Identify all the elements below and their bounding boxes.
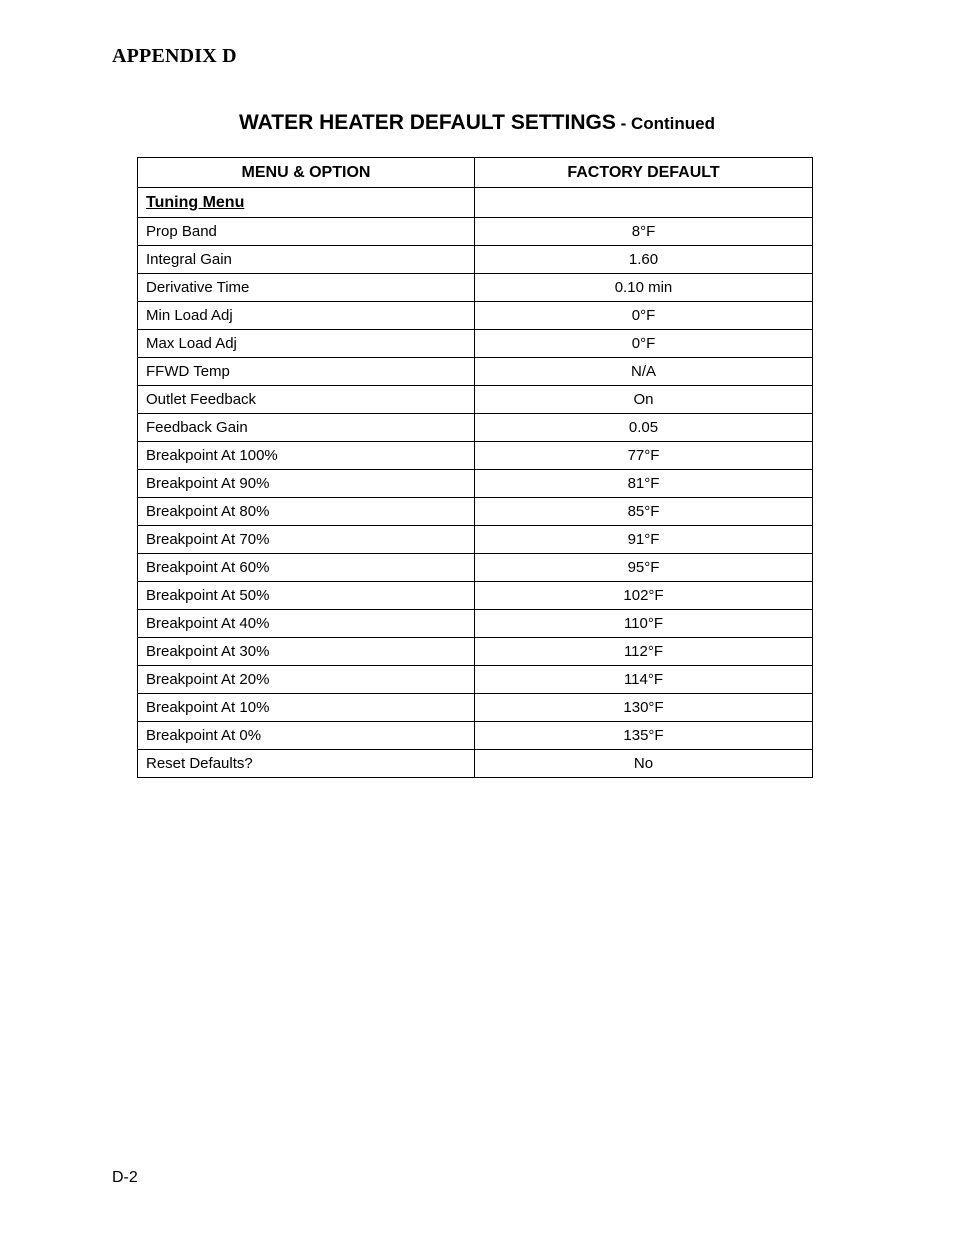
option-cell: Max Load Adj xyxy=(138,330,475,358)
default-cell: 110°F xyxy=(475,610,813,638)
table-row xyxy=(138,330,813,358)
default-cell: 130°F xyxy=(475,694,813,722)
default-cell: 0°F xyxy=(475,330,813,358)
default-settings-table xyxy=(137,157,813,778)
table-row xyxy=(138,302,813,330)
default-cell: No xyxy=(475,750,813,778)
default-cell: 112°F xyxy=(475,638,813,666)
default-cell: 102°F xyxy=(475,582,813,610)
option-cell: Breakpoint At 50% xyxy=(138,582,475,610)
option-cell: Prop Band xyxy=(138,218,475,246)
default-cell: 0°F xyxy=(475,302,813,330)
table-row xyxy=(138,638,813,666)
table-row xyxy=(138,358,813,386)
table-row xyxy=(138,554,813,582)
table-row xyxy=(138,470,813,498)
default-cell: 8°F xyxy=(475,218,813,246)
default-cell: 114°F xyxy=(475,666,813,694)
table-body xyxy=(138,188,813,778)
appendix-heading: APPENDIX D xyxy=(112,45,237,67)
option-cell: Breakpoint At 80% xyxy=(138,498,475,526)
column-header-default: FACTORY DEFAULT xyxy=(475,158,813,188)
option-cell: Breakpoint At 70% xyxy=(138,526,475,554)
default-cell: N/A xyxy=(475,358,813,386)
table-row xyxy=(138,694,813,722)
option-cell: Feedback Gain xyxy=(138,414,475,442)
option-cell: Breakpoint At 0% xyxy=(138,722,475,750)
default-cell: 1.60 xyxy=(475,246,813,274)
default-cell: 77°F xyxy=(475,442,813,470)
table-row xyxy=(138,498,813,526)
option-cell: Breakpoint At 100% xyxy=(138,442,475,470)
option-cell: Breakpoint At 90% xyxy=(138,470,475,498)
title-main: WATER HEATER DEFAULT SETTINGS xyxy=(239,111,616,134)
default-cell: 81°F xyxy=(475,470,813,498)
page-title xyxy=(0,111,954,135)
option-cell: Breakpoint At 60% xyxy=(138,554,475,582)
table-row xyxy=(138,582,813,610)
option-cell: Outlet Feedback xyxy=(138,386,475,414)
table-row xyxy=(138,246,813,274)
default-cell: 91°F xyxy=(475,526,813,554)
table-header-row xyxy=(138,158,813,188)
default-cell: 85°F xyxy=(475,498,813,526)
option-cell: Reset Defaults? xyxy=(138,750,475,778)
table-row xyxy=(138,526,813,554)
table-row xyxy=(138,274,813,302)
table-row xyxy=(138,722,813,750)
default-cell: On xyxy=(475,386,813,414)
option-cell: Breakpoint At 30% xyxy=(138,638,475,666)
section-title: Tuning Menu xyxy=(138,188,475,218)
table-row xyxy=(138,414,813,442)
table-row xyxy=(138,442,813,470)
option-cell: Integral Gain xyxy=(138,246,475,274)
section-empty-cell xyxy=(475,188,813,218)
section-row xyxy=(138,188,813,218)
page-number: D-2 xyxy=(112,1169,138,1186)
table-row xyxy=(138,218,813,246)
default-cell: 0.05 xyxy=(475,414,813,442)
option-cell: FFWD Temp xyxy=(138,358,475,386)
option-cell: Breakpoint At 20% xyxy=(138,666,475,694)
default-cell: 0.10 min xyxy=(475,274,813,302)
default-cell: 135°F xyxy=(475,722,813,750)
default-cell: 95°F xyxy=(475,554,813,582)
option-cell: Min Load Adj xyxy=(138,302,475,330)
table-row xyxy=(138,610,813,638)
table-row xyxy=(138,666,813,694)
title-suffix: - Continued xyxy=(615,114,715,133)
column-header-option: MENU & OPTION xyxy=(138,158,475,188)
table-row xyxy=(138,750,813,778)
option-cell: Derivative Time xyxy=(138,274,475,302)
option-cell: Breakpoint At 40% xyxy=(138,610,475,638)
option-cell: Breakpoint At 10% xyxy=(138,694,475,722)
table-row xyxy=(138,386,813,414)
